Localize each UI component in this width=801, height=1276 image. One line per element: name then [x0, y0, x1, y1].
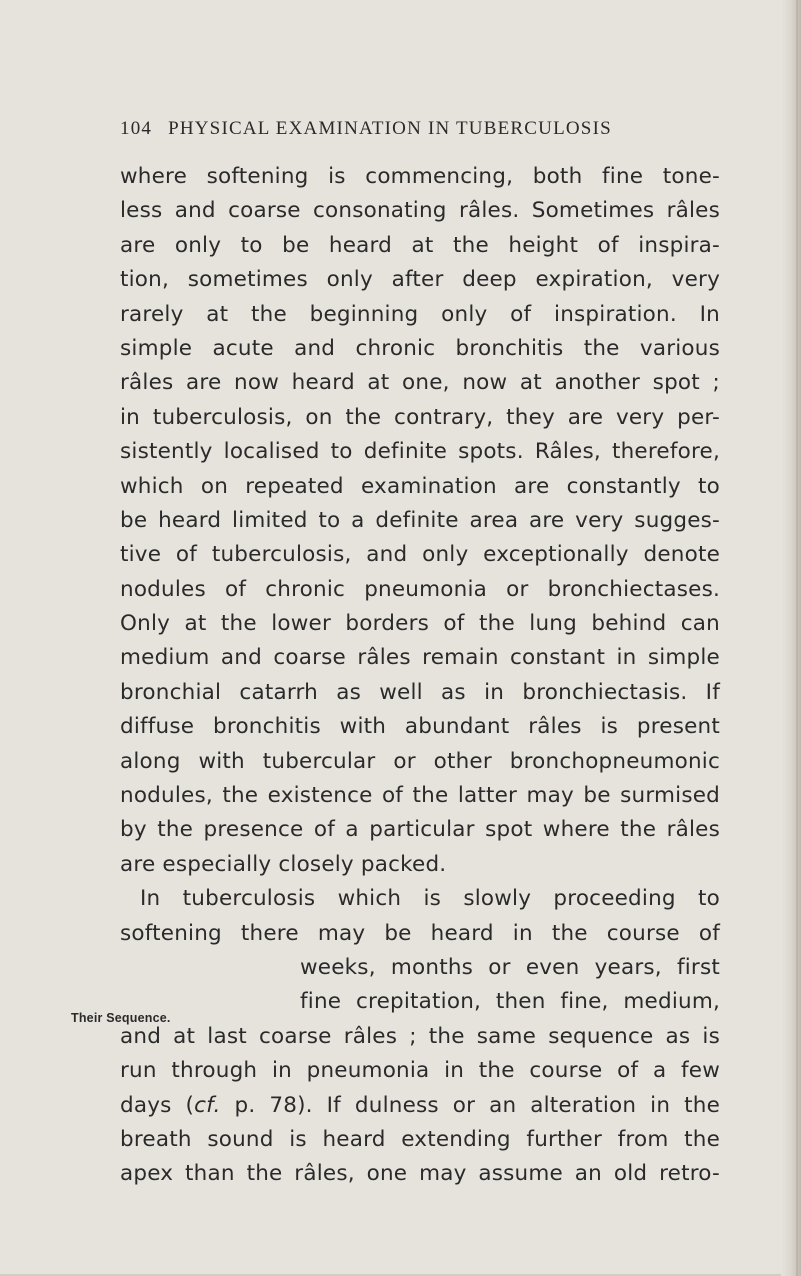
text-line: tive of tuberculosis, and only exceptionally denote	[120, 542, 720, 568]
citation-prefix: days (	[120, 1092, 195, 1118]
citation-suffix: p. 78). If dulness or an alteration in the	[220, 1092, 720, 1118]
margin-note: Their Sequence.	[71, 1011, 171, 1025]
page-number: 104	[120, 118, 153, 139]
text-line: less and coarse consonating râles. Sometimes râles	[120, 198, 720, 224]
text-line: be heard limited to a definite area are very sugges-	[120, 507, 720, 533]
text-line: Only at the lower borders of the lung behind can	[120, 611, 720, 637]
text-line: are only to be heard at the height of inspira-	[120, 232, 720, 258]
text-line: nodules of chronic pneumonia or bronchiectases.	[120, 576, 720, 602]
text-line: apex than the râles, one may assume an old retro-	[120, 1161, 720, 1187]
text-line: along with tubercular or other bronchopneumonic	[120, 748, 720, 774]
page-header	[120, 118, 740, 148]
text-line-with-citation	[120, 1089, 720, 1123]
paragraph-end-line: are especially closely packed.	[120, 851, 447, 877]
text-line: medium and coarse râles remain constant in simple	[120, 645, 720, 671]
text-line: rarely at the beginning only of inspiration. In	[120, 301, 720, 327]
text-line: sistently localised to definite spots. Râles, therefore,	[120, 439, 720, 465]
text-line: simple acute and chronic bronchitis the various	[120, 335, 720, 361]
text-line: diffuse bronchitis with abundant râles is present	[120, 714, 720, 740]
text-line-beside-note: fine crepitation, then fine, medium,	[300, 989, 720, 1015]
text-line: run through in pneumonia in the course of a few	[120, 1058, 720, 1084]
text-line: breath sound is heard extending further from the	[120, 1126, 720, 1152]
text-line: where softening is commencing, both fine tone-	[120, 164, 720, 189]
text-line: and at last coarse râles ; the same sequence as is	[120, 1023, 720, 1049]
running-head: PHYSICAL EXAMINATION IN TUBERCULOSIS	[168, 118, 612, 139]
text-line: in tuberculosis, on the contrary, they are very per-	[120, 404, 720, 430]
cf-abbreviation: cf.	[194, 1092, 221, 1118]
page-edge-line	[796, 0, 798, 1276]
text-line: which on repeated examination are constantly to	[120, 473, 720, 499]
body-text	[120, 160, 720, 1192]
text-line: by the presence of a particular spot where the râles	[120, 817, 720, 843]
text-line-beside-note: weeks, months or even years, first	[300, 954, 720, 980]
paragraph-start-line: In tuberculosis which is slowly proceeding to	[140, 886, 720, 912]
text-line: tion, sometimes only after deep expiration, very	[120, 267, 720, 293]
text-line: râles are now heard at one, now at another spot ;	[120, 370, 720, 396]
text-line: nodules, the existence of the latter may be surmised	[120, 783, 720, 809]
page-edge-shadow	[781, 0, 801, 1276]
text-line: bronchial catarrh as well as in bronchiectasis. If	[120, 679, 720, 705]
text-line: softening there may be heard in the course of	[120, 920, 720, 946]
